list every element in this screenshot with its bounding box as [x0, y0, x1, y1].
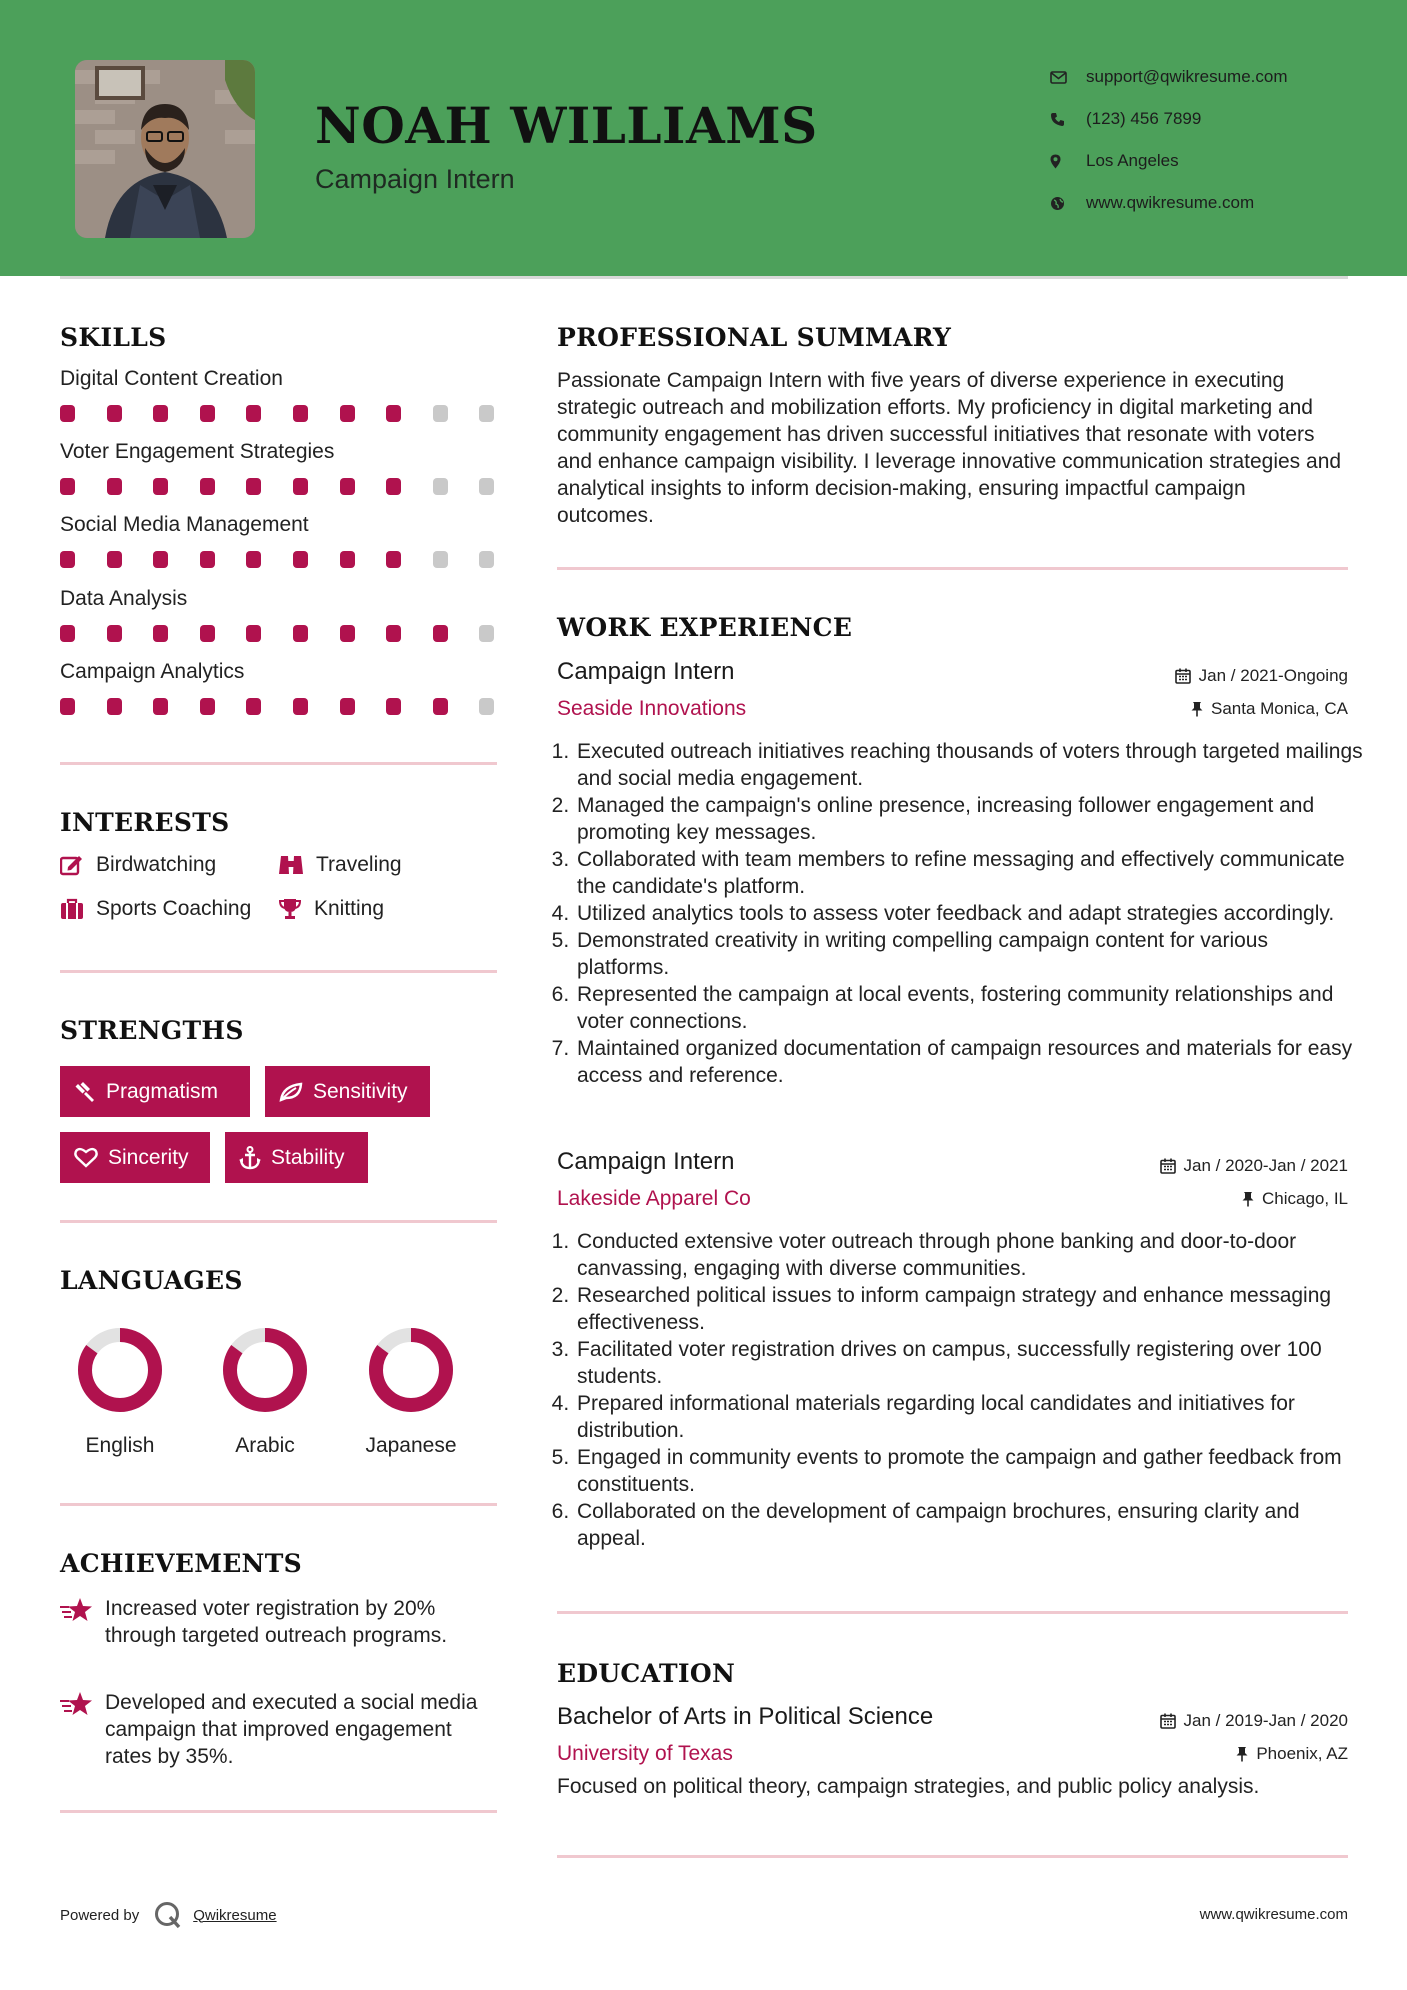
rating-dot-filled — [107, 478, 122, 495]
skill-name: Voter Engagement Strategies — [60, 440, 335, 463]
brand-link[interactable]: Qwikresume — [193, 1906, 277, 1924]
strength-tag — [60, 1132, 210, 1183]
skill-name: Digital Content Creation — [60, 367, 283, 390]
interest-item — [60, 897, 251, 921]
bullet-item: 7. Maintained organized documentation of campaign resources and materials for easy access and reference. — [575, 1035, 1365, 1089]
strengths-heading: STRENGTHS — [60, 1016, 244, 1045]
interest-label: Birdwatching — [96, 853, 217, 876]
bullet-item: 3. Facilitated voter registration drives on campus, successfully registering over 100 students. — [575, 1336, 1365, 1390]
rating-dot-filled — [246, 551, 261, 568]
rating-dot-filled — [60, 405, 75, 422]
degree-title: Bachelor of Arts in Political Science — [557, 1703, 934, 1730]
rating-dot-filled — [340, 405, 355, 422]
language-donut — [220, 1325, 310, 1415]
dates-text: Jan / 2019-Jan / 2020 — [1183, 1711, 1348, 1730]
calendar-icon — [1160, 1158, 1176, 1174]
skill-name: Social Media Management — [60, 513, 309, 536]
bullet-item: 1. Conducted extensive voter outreach through phone banking and door-to-door canvassing, engaging with diverse communities. — [575, 1228, 1365, 1282]
language-donut — [75, 1325, 165, 1415]
section-divider — [557, 1855, 1348, 1858]
language-item — [351, 1325, 471, 1458]
rating-dot-filled — [340, 625, 355, 642]
rating-dot-filled — [246, 405, 261, 422]
rating-dot-filled — [60, 625, 75, 642]
rating-dot-filled — [107, 551, 122, 568]
rating-dot-empty — [479, 625, 494, 642]
bullet-item: 2. Researched political issues to inform campaign strategy and enhance messaging effectiveness. — [575, 1282, 1365, 1336]
rating-dot-filled — [386, 625, 401, 642]
rating-dot-filled — [293, 625, 308, 642]
education-dates — [1160, 1711, 1348, 1731]
achievement-item — [60, 1689, 490, 1770]
briefcase-icon — [60, 898, 84, 920]
rating-dot-filled — [200, 478, 215, 495]
calendar-icon — [1175, 668, 1191, 684]
rating-dot-empty — [479, 478, 494, 495]
rating-dot-filled — [200, 551, 215, 568]
dates-text: Jan / 2021-Ongoing — [1198, 666, 1348, 685]
candidate-name: NOAH WILLIAMS — [315, 96, 818, 155]
envelope-icon — [1050, 71, 1086, 84]
rating-dot-filled — [386, 551, 401, 568]
rating-dot-filled — [340, 478, 355, 495]
rating-dot-filled — [107, 625, 122, 642]
rating-dot-filled — [200, 625, 215, 642]
strength-tag — [60, 1066, 250, 1117]
rating-dot-filled — [153, 625, 168, 642]
rating-dot-empty — [479, 698, 494, 715]
profile-photo — [75, 60, 255, 238]
language-label: Arabic — [235, 1434, 295, 1457]
rating-dot-filled — [200, 698, 215, 715]
star-icon — [60, 1689, 105, 1770]
job-dates — [1175, 666, 1348, 686]
rating-dot-filled — [386, 478, 401, 495]
experience-heading: WORK EXPERIENCE — [557, 613, 853, 642]
achievement-item — [60, 1595, 490, 1649]
skill-rating — [60, 478, 526, 495]
language-donut — [366, 1325, 456, 1415]
bullet-item: 4. Prepared informational materials regarding local candidates and initiatives for distribution. — [575, 1390, 1365, 1444]
pushpin-icon — [1242, 1191, 1254, 1207]
strength-label: Sensitivity — [313, 1079, 408, 1103]
job-title: Campaign Intern — [557, 658, 735, 685]
rating-dot-filled — [386, 405, 401, 422]
footer-website[interactable]: www.qwikresume.com — [1199, 1906, 1348, 1923]
calendar-icon — [1160, 1713, 1176, 1729]
section-divider — [557, 1611, 1348, 1614]
school-name: University of Texas — [557, 1742, 733, 1765]
education-location — [1236, 1744, 1348, 1764]
interest-item — [278, 897, 384, 921]
summary-heading: PROFESSIONAL SUMMARY — [557, 323, 952, 352]
rating-dot-filled — [153, 405, 168, 422]
contact-text: www.qwikresume.com — [1086, 193, 1255, 212]
strength-tag — [225, 1132, 368, 1183]
language-label: English — [85, 1434, 155, 1457]
rating-dot-empty — [433, 478, 448, 495]
heart-icon — [74, 1147, 98, 1168]
gavel-icon — [74, 1081, 96, 1103]
section-divider — [557, 567, 1348, 570]
interest-item — [60, 853, 216, 877]
contact-text: (123) 456 7899 — [1086, 109, 1202, 128]
rating-dot-filled — [293, 551, 308, 568]
education-description: Focused on political theory, campaign strategies, and public policy analysis. — [557, 1775, 1260, 1798]
language-label: Japanese — [365, 1434, 457, 1457]
job-title: Campaign Intern — [557, 1148, 735, 1175]
education-heading: EDUCATION — [557, 1659, 736, 1688]
company-name: Lakeside Apparel Co — [557, 1187, 751, 1210]
edit-icon — [60, 854, 84, 876]
location-text: Chicago, IL — [1262, 1189, 1348, 1208]
dates-text: Jan / 2020-Jan / 2021 — [1183, 1156, 1348, 1175]
star-icon — [60, 1595, 105, 1649]
bullet-item: 5. Demonstrated creativity in writing compelling campaign content for various platforms. — [575, 927, 1365, 981]
skill-rating — [60, 551, 526, 568]
trophy-icon — [278, 898, 302, 920]
skill-name: Campaign Analytics — [60, 660, 245, 683]
interest-item — [278, 853, 402, 877]
rating-dot-empty — [479, 551, 494, 568]
strength-tag — [265, 1066, 430, 1117]
strength-label: Pragmatism — [106, 1079, 219, 1103]
rating-dot-filled — [246, 698, 261, 715]
rating-dot-filled — [200, 405, 215, 422]
job-location — [1191, 699, 1348, 719]
section-divider — [60, 1810, 497, 1813]
contact-website[interactable] — [1050, 182, 1288, 224]
bullet-item: 5. Engaged in community events to promote the campaign and gather feedback from constituents. — [575, 1444, 1365, 1498]
achievement-text: Increased voter registration by 20% through targeted outreach programs. — [105, 1597, 448, 1647]
binoculars-icon — [278, 854, 304, 876]
rating-dot-filled — [153, 478, 168, 495]
languages-heading: LANGUAGES — [60, 1266, 243, 1295]
strength-label: Stability — [271, 1145, 345, 1169]
powered-by-text: Powered by — [60, 1906, 140, 1924]
rating-dot-filled — [293, 698, 308, 715]
section-divider — [60, 762, 497, 765]
bullet-item: 4. Utilized analytics tools to assess voter feedback and adapt strategies accordingly. — [575, 900, 1365, 927]
section-divider — [60, 1503, 497, 1506]
rating-dot-filled — [340, 551, 355, 568]
rating-dot-filled — [293, 405, 308, 422]
rating-dot-filled — [107, 698, 122, 715]
job-location — [1242, 1189, 1348, 1209]
contact-location — [1050, 140, 1288, 182]
rating-dot-filled — [107, 405, 122, 422]
rating-dot-filled — [340, 698, 355, 715]
map-pin-icon — [1050, 154, 1086, 169]
header-banner — [0, 0, 1407, 276]
phone-icon — [1050, 112, 1086, 127]
contact-phone — [1050, 98, 1288, 140]
skill-rating — [60, 698, 526, 715]
rating-dot-filled — [433, 698, 448, 715]
rating-dot-filled — [433, 625, 448, 642]
summary-text: Passionate Campaign Intern with five years of diverse experience in executing strategic outreach and mobilization efforts. My proficiency in digital marketing and community engagement has driven successful initiatives that resonate with voters and enhance campaign visibility. I leverage innovative communication strategies and analytical insights to inform decision-making, ensuring impactful campaign outcomes. — [557, 369, 1342, 527]
skill-rating — [60, 625, 526, 642]
location-text: Santa Monica, CA — [1210, 699, 1348, 718]
rating-dot-filled — [246, 625, 261, 642]
qwikresume-logo-icon — [153, 1900, 183, 1930]
rating-dot-filled — [153, 551, 168, 568]
job-bullets — [557, 1228, 1365, 1552]
interests-heading: INTERESTS — [60, 808, 230, 837]
location-text: Phoenix, AZ — [1256, 1744, 1348, 1763]
skill-name: Data Analysis — [60, 587, 188, 610]
bullet-item: 6. Represented the campaign at local events, fostering community relationships and voter connections. — [575, 981, 1365, 1035]
pushpin-icon — [1191, 701, 1203, 717]
rating-dot-empty — [479, 405, 494, 422]
rating-dot-filled — [386, 698, 401, 715]
bullet-item: 6. Collaborated on the development of campaign brochures, ensuring clarity and appeal. — [575, 1498, 1365, 1552]
company-name: Seaside Innovations — [557, 697, 747, 720]
footer-powered-by — [60, 1900, 277, 1930]
rating-dot-filled — [60, 698, 75, 715]
rating-dot-empty — [433, 551, 448, 568]
bullet-item: 2. Managed the campaign's online presence, increasing follower engagement and promoting key messages. — [575, 792, 1365, 846]
language-item — [205, 1325, 325, 1458]
contact-list — [1050, 56, 1288, 224]
achievements-heading: ACHIEVEMENTS — [60, 1549, 302, 1578]
rating-dot-filled — [293, 478, 308, 495]
job-bullets — [557, 738, 1365, 1089]
achievement-text: Developed and executed a social media campaign that improved engagement rates by 35%. — [105, 1691, 478, 1768]
rating-dot-empty — [433, 405, 448, 422]
bullet-item: 3. Collaborated with team members to refine messaging and effectively communicate the candidate's platform. — [575, 846, 1365, 900]
rating-dot-filled — [246, 478, 261, 495]
strength-label: Sincerity — [108, 1145, 189, 1169]
contact-text: Los Angeles — [1086, 151, 1179, 170]
contact-text: support@qwikresume.com — [1086, 67, 1288, 86]
pushpin-icon — [1236, 1746, 1248, 1762]
globe-icon — [1050, 196, 1086, 211]
job-dates — [1160, 1156, 1348, 1176]
candidate-role: Campaign Intern — [315, 164, 515, 194]
leaf-icon — [279, 1082, 303, 1102]
language-item — [60, 1325, 180, 1458]
header-divider — [60, 276, 1348, 279]
anchor-icon — [239, 1146, 261, 1170]
rating-dot-filled — [60, 478, 75, 495]
skill-rating — [60, 405, 526, 422]
interest-label: Sports Coaching — [96, 897, 252, 920]
rating-dot-filled — [153, 698, 168, 715]
contact-email[interactable] — [1050, 56, 1288, 98]
bullet-item: 1. Executed outreach initiatives reaching thousands of voters through targeted mailings and social media engagement. — [575, 738, 1365, 792]
interest-label: Traveling — [316, 853, 402, 876]
section-divider — [60, 1220, 497, 1223]
rating-dot-filled — [60, 551, 75, 568]
interest-label: Knitting — [314, 897, 385, 920]
skills-heading: SKILLS — [60, 323, 167, 352]
section-divider — [60, 970, 497, 973]
